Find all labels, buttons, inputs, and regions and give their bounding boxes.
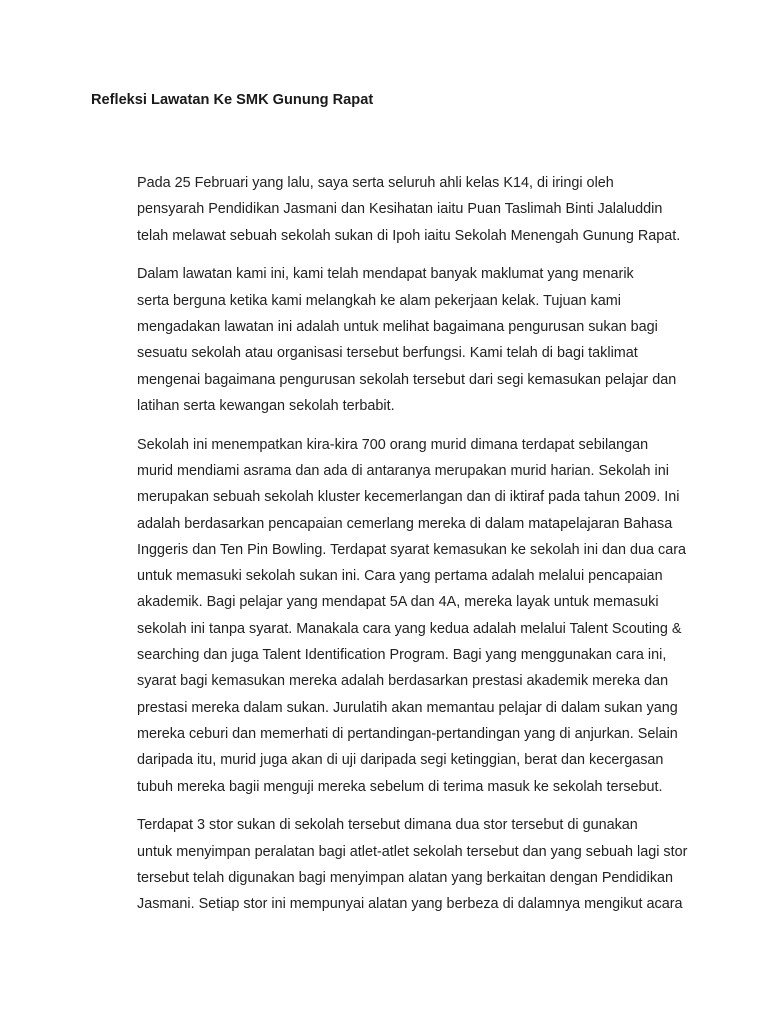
text-line: serta berguna ketika kami melangkah ke alam pekerjaan kelak. Tujuan kami: [137, 292, 621, 309]
text-line: untuk menyimpan peralatan bagi atlet-atlet sekolah tersebut dan yang sebuah lagi stor: [137, 843, 688, 860]
body-paragraph: [91, 432, 691, 800]
document-title: Refleksi Lawatan Ke SMK Gunung Rapat: [91, 92, 374, 108]
text-line: pensyarah Pendidikan Jasmani dan Kesihatan iaitu Puan Taslimah Binti Jalaluddin: [137, 201, 663, 218]
text-line: telah melawat sebuah sekolah sukan di Ipoh iaitu Sekolah Menengah Gunung Rapat.: [137, 227, 681, 244]
text-line: merupakan sebuah sekolah kluster kecemerlangan dan di iktiraf pada tahun 2009. Ini: [137, 489, 680, 506]
text-line: prestasi mereka dalam sukan. Jurulatih akan memantau pelajar di dalam sukan yang: [137, 699, 678, 716]
text-line: daripada itu, murid juga akan di uji daripada segi ketinggian, berat dan kecergasan: [137, 752, 664, 769]
text-line: tersebut telah digunakan bagi menyimpan alatan yang berkaitan dengan Pendidikan: [137, 869, 674, 886]
text-line: Inggeris dan Ten Pin Bowling. Terdapat syarat kemasukan ke sekolah ini dan dua cara: [137, 541, 687, 558]
text-line: murid mendiami asrama dan ada di antaranya merupakan murid harian. Sekolah ini: [137, 462, 669, 479]
document-body: [91, 170, 691, 930]
text-line: akademik. Bagi pelajar yang mendapat 5A dan 4A, mereka layak untuk memasuki: [137, 594, 659, 611]
text-line: adalah berdasarkan pencapaian cemerlang mereka di dalam matapelajaran Bahasa: [137, 515, 673, 532]
text-line: latihan serta kewangan sekolah terbabit.: [137, 397, 395, 414]
text-line: tubuh mereka bagii menguji mereka sebelum di terima masuk ke sekolah tersebut.: [137, 778, 663, 795]
text-line: untuk memasuki sekolah sukan ini. Cara yang pertama adalah melalui pencapaian: [137, 568, 663, 585]
body-paragraph: [91, 812, 691, 917]
body-paragraph: [91, 261, 691, 419]
text-line: searching dan juga Talent Identification Program. Bagi yang menggunakan cara ini,: [137, 647, 667, 664]
text-line: mengenai bagaimana pengurusan sekolah tersebut dari segi kemasukan pelajar dan: [137, 371, 677, 388]
text-line: syarat bagi kemasukan mereka adalah berdasarkan prestasi akademik mereka dan: [137, 673, 669, 690]
text-line: Terdapat 3 stor sukan di sekolah tersebut dimana dua stor tersebut di gunakan: [137, 817, 638, 834]
text-line: mengadakan lawatan ini adalah untuk melihat bagaimana pengurusan sukan bagi: [137, 318, 658, 335]
text-line: Pada 25 Februari yang lalu, saya serta seluruh ahli kelas K14, di iringi oleh: [137, 175, 614, 191]
text-line: Jasmani. Setiap stor ini mempunyai alatan yang berbeza di dalamnya mengikut acara: [137, 896, 683, 913]
text-line: Dalam lawatan kami ini, kami telah mendapat banyak maklumat yang menarik: [137, 266, 634, 283]
text-line: sesuatu sekolah atau organisasi tersebut berfungsi. Kami telah di bagi taklimat: [137, 345, 638, 362]
text-line: sekolah ini tanpa syarat. Manakala cara yang kedua adalah melalui Talent Scouting &: [137, 620, 682, 637]
text-line: Sekolah ini menempatkan kira-kira 700 orang murid dimana terdapat sebilangan: [137, 436, 649, 453]
text-line: mereka ceburi dan memerhati di pertandingan-pertandingan yang di anjurkan. Selain: [137, 725, 678, 742]
body-paragraph: [91, 170, 691, 249]
